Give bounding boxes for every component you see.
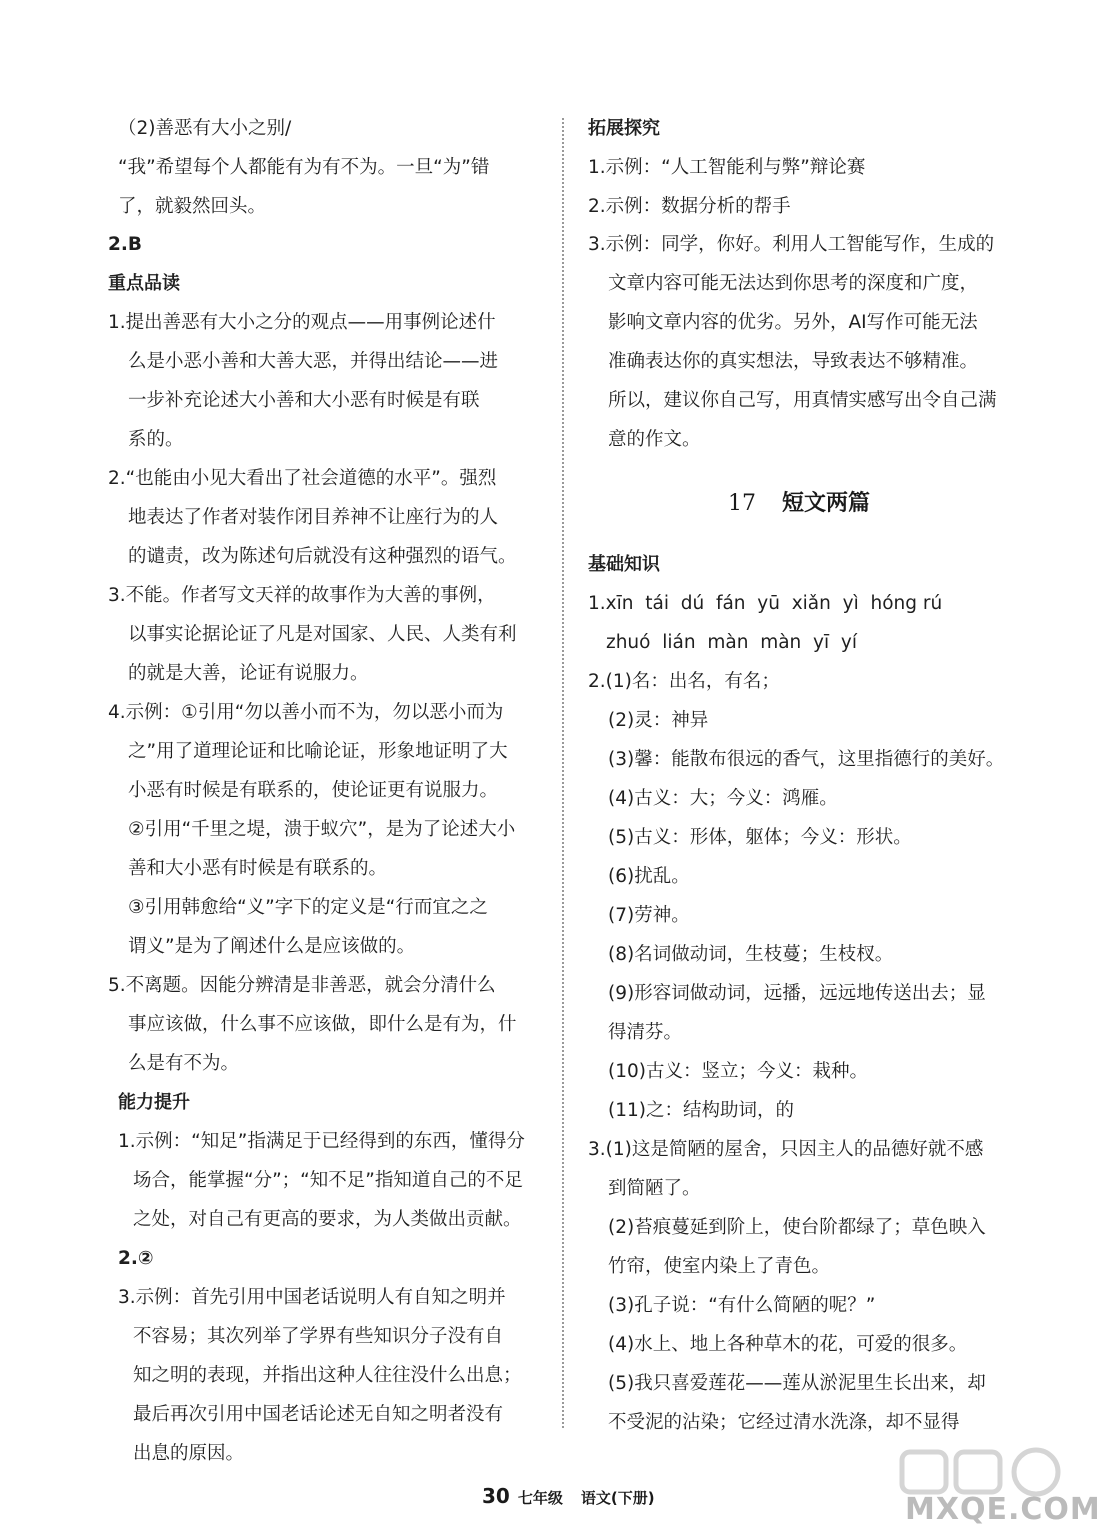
pinyin-line: zhuó lián màn màn yī yí (606, 632, 857, 653)
text-line: 谓义”是为了阐述什么是应该做的。 (128, 936, 416, 957)
text-line: ③引用韩愈给“义”字下的定义是“行而宜之之 (128, 897, 488, 918)
text-line: 最后再次引用中国老话论述无自知之明者没有 (133, 1404, 504, 1425)
text-line: 的就是大善，论证有说服力。 (128, 663, 369, 684)
text-line: (3)孔子说：“有什么简陋的呢？” (608, 1295, 876, 1316)
text-line: 所以，建议你自己写，用真情实感写出令自己满 (608, 390, 997, 411)
text-line: 1.示例：“人工智能利与弊”辩论赛 (588, 157, 866, 178)
text-line: (5)我只喜爱莲花——莲从淤泥里生长出来，却 (608, 1373, 986, 1394)
page-footer (482, 1484, 655, 1508)
text-line: (2)灵：神异 (608, 710, 709, 731)
page-number: 30 (482, 1484, 510, 1508)
lesson-title (728, 486, 870, 517)
text-line: 地表达了作者对装作闭目养神不让座行为的人 (128, 507, 499, 528)
text-line: 以事实论据论证了凡是对国家、人民、人类有利 (128, 624, 517, 645)
text-line: (2)苔痕蔓延到阶上，使台阶都绿了；草色映入 (608, 1217, 986, 1238)
text-line: 的谴责，改为陈述句后就没有这种强烈的语气。 (128, 546, 517, 567)
text-line: （2)善恶有大小之别/ (118, 118, 292, 139)
text-line: (3)馨：能散布很远的香气，这里指德行的美好。 (608, 749, 1005, 770)
section-heading: 能力提升 (118, 1092, 190, 1113)
text-line: 3.不能。作者写文天祥的故事作为大善的事例， (108, 585, 496, 606)
text-line: (9)形容词做动词，远播，远远地传送出去；显 (608, 983, 986, 1004)
text-line: 影响文章内容的优劣。另外，AI写作可能无法 (608, 312, 978, 333)
text-line: 知之明的表现，并指出这种人往往没什么出息； (133, 1365, 522, 1386)
text-line: 之”用了道理论证和比喻论证，形象地证明了大 (128, 741, 508, 762)
text-line: 么是有不为。 (128, 1053, 240, 1074)
text-line: 得清芬。 (608, 1022, 683, 1043)
text-line: (10)古义：竖立；今义：栽种。 (608, 1061, 868, 1082)
pinyin-line: 1.xīn tái dú fán yū xiǎn yì hóng rú (588, 593, 943, 614)
text-line: 善和大小恶有时候是有联系的。 (128, 858, 388, 879)
text-line: 一步补充论述大小善和大小恶有时候是有联 (128, 390, 480, 411)
text-line: 事应该做，什么事不应该做，即什么是有为，什 (128, 1014, 517, 1035)
text-line: 4.示例：①引用“勿以善小而不为，勿以恶小而为 (108, 702, 504, 723)
text-line: (5)古义：形体，躯体；今义：形状。 (608, 827, 912, 848)
column-divider (562, 118, 564, 1428)
text-line: 意的作文。 (608, 429, 701, 450)
section-heading: 拓展探究 (588, 118, 660, 139)
text-line: (6)扰乱。 (608, 866, 690, 887)
text-line: 文章内容可能无法达到你思考的深度和广度， (608, 273, 979, 294)
text-line: 1.提出善恶有大小之分的观点——用事例论述什 (108, 312, 496, 333)
text-line: 不容易；其次列举了学界有些知识分子没有自 (133, 1326, 504, 1347)
text-line: 竹帘，使室内染上了青色。 (608, 1256, 831, 1277)
text-line: 2.(1)名：出名，有名； (588, 671, 780, 692)
text-line: (4)古义：大；今义：鸿雁。 (608, 788, 838, 809)
text-line: 2.示例：数据分析的帮手 (588, 196, 791, 217)
text-line: 3.示例：同学，你好。利用人工智能写作，生成的 (588, 234, 995, 255)
text-line: (7)劳神。 (608, 905, 690, 926)
grade-label: 七年级 (517, 1489, 563, 1507)
text-line: 3.示例：首先引用中国老话说明人有自知之明并 (118, 1287, 506, 1308)
text-line: 小恶有时候是有联系的，使论证更有说服力。 (128, 780, 499, 801)
text-line: 么是小恶小善和大善大恶，并得出结论——进 (128, 351, 499, 372)
text-line: 2.“也能由小见大看出了社会道德的水平”。强烈 (108, 468, 497, 489)
lesson-name: 短文两篇 (782, 490, 871, 516)
section-heading: 基础知识 (588, 554, 660, 575)
text-line: 准确表达你的真实想法，导致表达不够精准。 (608, 351, 979, 372)
text-line: 场合，能掌握“分”；“知不足”指知道自己的不足 (133, 1170, 523, 1191)
text-line: 1.示例：“知足”指满足于已经得到的东西，懂得分 (118, 1131, 525, 1152)
text-line: 了，就毅然回头。 (118, 196, 267, 217)
text-line: (4)水上、地上各种草木的花，可爱的很多。 (608, 1334, 968, 1355)
subject-label: 语文(下册) (580, 1489, 655, 1507)
text-line: 之处，对自己有更高的要求，为人类做出贡献。 (133, 1209, 522, 1230)
text-line: 出息的原因。 (133, 1443, 245, 1464)
text-line: (11)之：结构助词，的 (608, 1100, 794, 1121)
text-line: 5.不离题。因能分辨清是非善恶，就会分清什么 (108, 975, 496, 996)
text-line: 3.(1)这是简陋的屋舍，只因主人的品德好就不感 (588, 1139, 984, 1160)
text-line: 系的。 (128, 429, 184, 450)
lesson-number: 17 (728, 491, 756, 516)
section-heading: 重点品读 (108, 273, 180, 294)
text-line: ②引用“千里之堤，溃于蚁穴”，是为了论述大小 (128, 819, 516, 840)
text-line: (8)名词做动词，生枝蔓；生枝杈。 (608, 944, 894, 965)
text-line: 不受泥的沾染；它经过清水洗涤，却不显得 (608, 1412, 960, 1433)
answer-item: 2.② (118, 1248, 154, 1269)
text-line: 到简陋了。 (608, 1178, 701, 1199)
text-line: “我”希望每个人都能有为有不为。一旦“为”错 (118, 157, 490, 178)
watermark-text: MXQE.COM (905, 1492, 1101, 1527)
answer-item: 2.B (108, 234, 143, 255)
